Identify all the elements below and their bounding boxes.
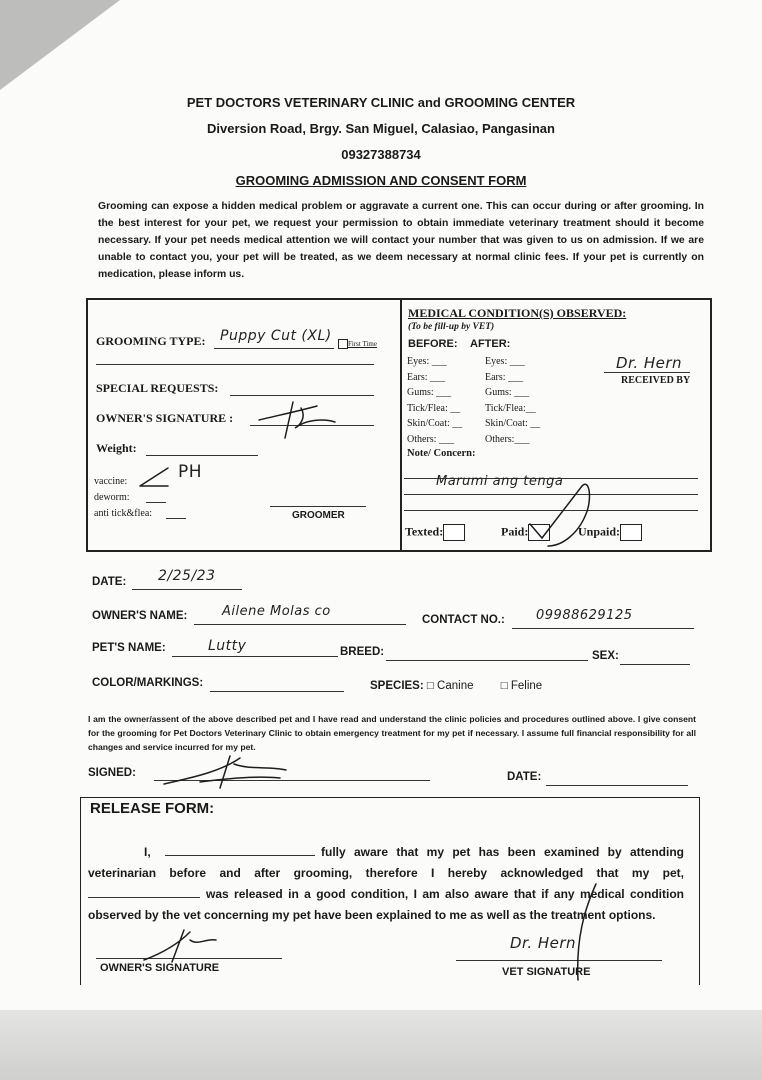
clinic-phone: 09327388734 — [341, 147, 421, 162]
received-by-label: RECEIVED BY — [621, 375, 691, 386]
release-owner-signature-scribble — [140, 926, 220, 966]
signed-label: SIGNED: — [88, 767, 136, 779]
weight-label: Weight: — [96, 441, 137, 455]
received-by-line[interactable] — [604, 372, 690, 373]
species-feline-label: Feline — [510, 680, 543, 692]
before-eyes: Eyes: — [407, 356, 430, 367]
vet-signature-line[interactable] — [456, 960, 662, 961]
release-text-1: fully aware that my pet has been examined by attending veterinarian before and after grooming, therefore I hereby acknowledged that my pet, — [88, 845, 684, 880]
after-ears: Ears: — [485, 371, 506, 383]
box-divider — [400, 300, 402, 550]
owner-sig-label: OWNER'S SIGNATURE — [100, 962, 220, 974]
owner-signature-label: OWNER'S SIGNATURE : — [96, 411, 234, 425]
owner-name-label: OWNER'S NAME: — [92, 610, 188, 622]
date-label: DATE: — [92, 576, 127, 588]
contact-label: CONTACT NO.: — [422, 614, 505, 626]
groomer-line[interactable] — [270, 506, 366, 507]
contact-value: 09988629125 — [536, 608, 633, 623]
after-tick: Tick/Flea: — [485, 402, 526, 414]
grooming-type-line — [214, 348, 334, 349]
signed-scribble — [160, 752, 290, 792]
after-others: Others: — [485, 433, 515, 445]
vet-signature-value: Dr. Hern — [510, 934, 577, 952]
before-gums: Gums: — [407, 387, 434, 398]
texted-option[interactable] — [405, 524, 465, 541]
color-label: COLOR/MARKINGS: — [92, 677, 204, 689]
vaccine-value: PH — [178, 462, 203, 482]
medical-title: MEDICAL CONDITION(S) OBSERVED: — [408, 306, 627, 320]
form-title: GROOMING ADMISSION AND CONSENT FORM — [235, 173, 527, 188]
anti-tick-label: anti tick&flea: — [94, 508, 153, 519]
paid-check-mark — [520, 480, 600, 552]
after-skin: Skin/Coat: — [485, 418, 528, 429]
release-pet-name-line[interactable] — [88, 897, 200, 898]
unpaid-label: Unpaid: — [578, 524, 621, 539]
owner-name-value: Ailene Molas co — [222, 604, 331, 619]
note-value: Marumi ang tenga — [436, 474, 564, 489]
species-field — [370, 680, 542, 692]
release-text-2: was released in a good condition, I am also aware that if any medical condition observed by the vet concerning my pet have been explained to me as well as the treatment options. — [88, 887, 684, 922]
folded-corner — [0, 0, 120, 90]
medical-subtitle: (To be fill-up by VET) — [408, 322, 495, 332]
vaccine-label: vaccine: — [94, 476, 128, 487]
deworm-label: deworm: — [94, 492, 130, 503]
release-i-label: I, — [144, 845, 151, 859]
contact-line[interactable] — [512, 628, 694, 629]
first-time-checkbox[interactable] — [338, 339, 348, 349]
clinic-address: Diversion Road, Brgy. San Miguel, Calasiao, Pangasinan — [207, 121, 555, 136]
species-feline-option[interactable]: □ Feline — [500, 680, 543, 692]
color-line[interactable] — [210, 691, 344, 692]
after-list: Eyes: ___ Ears: ___ Gums: ___ Tick/Flea:__ Skin/Coat: __ Others:___ — [485, 356, 541, 445]
before-list: Eyes: ___ Ears: ___ Gums: ___ Tick/Flea: __ Skin/Coat: __ Others: ___ — [407, 356, 463, 445]
signed-date-line[interactable] — [546, 785, 688, 786]
sex-label: SEX: — [592, 650, 619, 662]
release-title: RELEASE FORM: — [90, 800, 215, 817]
intro-paragraph: Grooming can expose a hidden medical problem or aggravate a current one. This can occur during or after grooming. In the best interest for your pet, we request your permission to obtain immediate veterinary treatment should it become necessary. If your pet needs medical attention we will contact your number that was given to us on admission. If we are unable to contact you, your pet will be treated, as we deem necessary at normal clinic fees. If your pet is currently on medication, please inform us. — [98, 201, 704, 280]
breed-line[interactable] — [386, 660, 588, 661]
breed-label: BREED: — [340, 646, 385, 658]
after-label: AFTER: — [470, 338, 511, 350]
date-line[interactable] — [132, 589, 242, 590]
texted-checkbox[interactable] — [443, 524, 465, 541]
before-skin: Skin/Coat: — [407, 418, 450, 429]
pet-name-label: PET'S NAME: — [92, 642, 166, 654]
unpaid-checkbox[interactable] — [620, 524, 642, 541]
special-requests-line[interactable] — [230, 395, 374, 396]
grooming-type-value[interactable]: Puppy Cut (XL) — [220, 328, 332, 344]
species-label: SPECIES: — [370, 680, 424, 692]
before-ears: Ears: — [407, 371, 428, 383]
before-label: BEFORE: — [408, 338, 458, 350]
paid-label: Paid: — [501, 524, 529, 539]
signed-date-label: DATE: — [507, 771, 542, 783]
species-canine-option[interactable]: □ Canine — [426, 680, 474, 692]
first-time-option[interactable] — [338, 339, 377, 349]
texted-label: Texted: — [405, 524, 444, 539]
owner-name-line[interactable] — [194, 624, 406, 625]
scan-background — [0, 1010, 762, 1080]
anti-tick-line[interactable] — [166, 518, 186, 519]
after-eyes: Eyes: — [485, 356, 508, 367]
weight-line[interactable] — [146, 455, 258, 456]
before-tick: Tick/Flea: — [407, 402, 448, 414]
special-requests-label: SPECIAL REQUESTS: — [96, 381, 219, 395]
owner-signature-scribble — [255, 398, 345, 442]
pet-name-value: Lutty — [208, 638, 247, 654]
deworm-line[interactable] — [146, 502, 166, 503]
after-gums: Gums: — [485, 387, 512, 398]
received-by-value: Dr. Hern — [616, 354, 683, 372]
species-canine-label: Canine — [437, 680, 474, 692]
pet-name-line[interactable] — [172, 656, 338, 657]
before-others: Others: — [407, 433, 437, 445]
grooming-type-label: GROOMING TYPE: — [96, 334, 206, 348]
vet-sig-label: VET SIGNATURE — [502, 966, 591, 978]
release-owner-name-line[interactable] — [165, 855, 315, 856]
groomer-label: GROOMER — [292, 510, 345, 521]
grooming-type-line-2 — [96, 364, 374, 365]
date-value: 2/25/23 — [158, 568, 216, 584]
first-time-label: First Time — [348, 339, 377, 348]
clinic-name: PET DOCTORS VETERINARY CLINIC and GROOMING CENTER — [186, 95, 576, 110]
note-label: Note/ Concern: — [407, 448, 476, 459]
vaccine-check — [138, 466, 170, 488]
sex-line[interactable] — [620, 664, 690, 665]
consent-paragraph: I am the owner/assent of the above described pet and I have read and understand the clinic policies and procedures outlined above. I give consent for the grooming for Pet Doctors Veterinary Clinic to obtain emergency treatment for my pet if necessary. I assume full financial responsibility for all changes and service incurred for my pet. — [88, 714, 696, 752]
